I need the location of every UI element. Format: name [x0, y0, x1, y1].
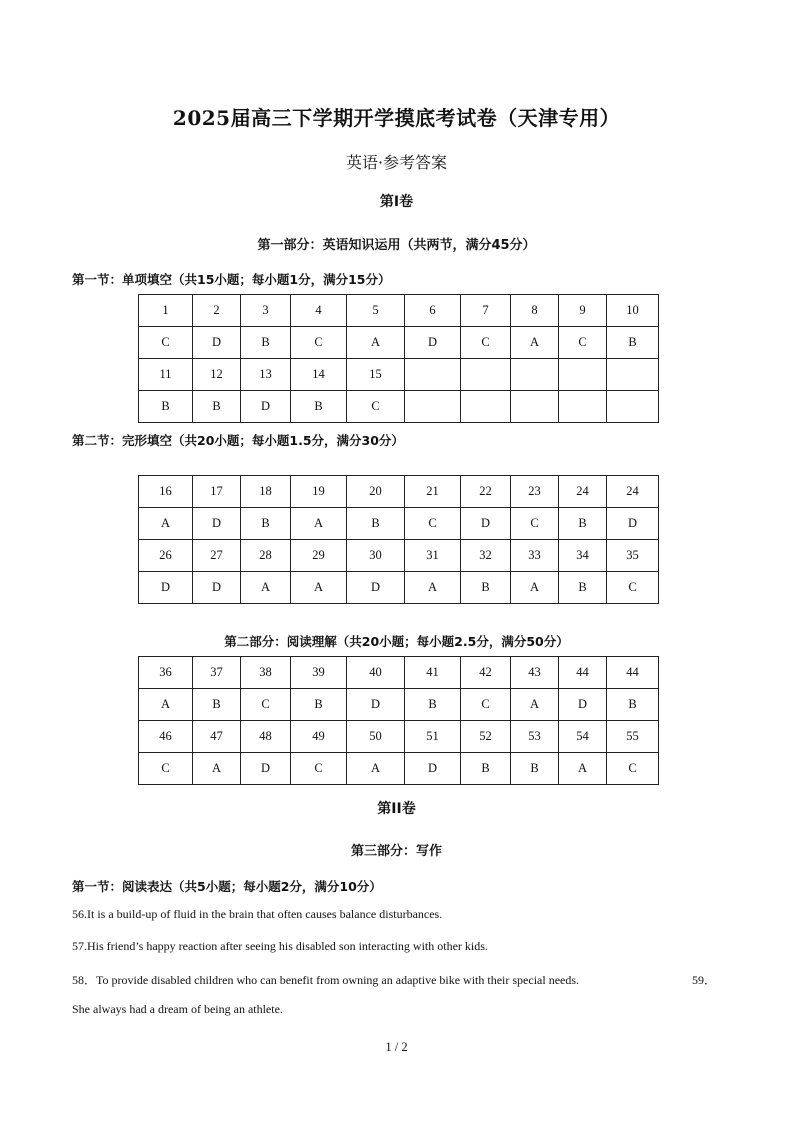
volume-2-label: 第II卷 — [377, 801, 416, 817]
answer-cell — [559, 391, 607, 423]
answer-cell: C — [607, 753, 659, 785]
question-number-row — [139, 476, 659, 508]
answer-cell: A — [559, 753, 607, 785]
answer-cell: A — [347, 327, 405, 359]
answer-cell: A — [291, 508, 347, 540]
question-number-cell: 9 — [559, 295, 607, 327]
answer-58: 58．To provide disabled children who can benefit from owning an adaptive bike with their special needs. — [72, 973, 580, 987]
answer-56: 56.It is a build-up of fluid in the brain that often causes balance disturbances. — [72, 907, 443, 921]
question-number-cell: 27 — [193, 540, 241, 572]
question-number-cell: 10 — [607, 295, 659, 327]
part-2-heading: 第二部分：阅读理解（共20小题；每小题2.5分，满分50分） — [224, 634, 569, 649]
question-number-cell: 22 — [461, 476, 511, 508]
volume-1-label: 第I卷 — [379, 194, 414, 210]
answer-cell — [607, 391, 659, 423]
question-number-cell: 17 — [193, 476, 241, 508]
answer-cell: B — [461, 753, 511, 785]
question-number-cell: 53 — [511, 721, 559, 753]
part-3-heading: 第三部分：写作 — [350, 844, 442, 859]
section-1-heading: 第一节：单项填空（共15小题；每小题1分，满分15分） — [72, 272, 391, 287]
question-number-cell: 24 — [559, 476, 607, 508]
question-number-cell: 36 — [139, 657, 193, 689]
question-number-cell: 44 — [559, 657, 607, 689]
answer-cell: D — [241, 391, 291, 423]
question-number-cell: 33 — [511, 540, 559, 572]
question-number-cell: 18 — [241, 476, 291, 508]
question-number-cell: 51 — [405, 721, 461, 753]
question-number-cell: 38 — [241, 657, 291, 689]
answer-57: 57.His friend’s happy reaction after seeing his disabled son interacting with other kids. — [72, 939, 488, 953]
answer-cell: B — [461, 572, 511, 604]
question-number-cell — [511, 359, 559, 391]
answer-cell: D — [193, 327, 241, 359]
question-number-cell: 26 — [139, 540, 193, 572]
question-number-cell: 5 — [347, 295, 405, 327]
question-number-row — [139, 359, 659, 391]
question-number-cell: 19 — [291, 476, 347, 508]
question-number-cell: 39 — [291, 657, 347, 689]
answer-cell: A — [347, 753, 405, 785]
question-number-cell: 52 — [461, 721, 511, 753]
answer-cell: D — [139, 572, 193, 604]
answer-cell: C — [607, 572, 659, 604]
question-number-cell: 48 — [241, 721, 291, 753]
answer-cell: B — [607, 689, 659, 721]
question-number-cell: 21 — [405, 476, 461, 508]
question-number-cell: 55 — [607, 721, 659, 753]
answer-cell: B — [139, 391, 193, 423]
question-number-cell: 34 — [559, 540, 607, 572]
answer-cell: B — [607, 327, 659, 359]
question-number-cell: 49 — [291, 721, 347, 753]
question-number-cell: 41 — [405, 657, 461, 689]
exam-title: 2025届高三下学期开学摸底考试卷（天津专用） — [172, 106, 621, 130]
answer-row — [139, 391, 659, 423]
section-2-heading: 第二节：完形填空（共20小题；每小题1.5分，满分30分） — [72, 433, 404, 448]
question-number-cell: 31 — [405, 540, 461, 572]
part-1-heading: 第一部分：英语知识运用（共两节，满分45分） — [257, 238, 536, 253]
answer-cell: A — [241, 572, 291, 604]
question-number-cell: 20 — [347, 476, 405, 508]
answer-cell: A — [193, 753, 241, 785]
answer-cell: A — [511, 327, 559, 359]
question-number-cell: 30 — [347, 540, 405, 572]
answer-row — [139, 508, 659, 540]
answer-cell: B — [559, 572, 607, 604]
answer-cell: B — [291, 391, 347, 423]
answer-cell: C — [405, 508, 461, 540]
answer-cell: B — [193, 391, 241, 423]
answer-key-subtitle: 英语·参考答案 — [345, 153, 448, 172]
answer-cell: B — [405, 689, 461, 721]
question-number-cell: 3 — [241, 295, 291, 327]
answer-cell: A — [405, 572, 461, 604]
answer-cell: B — [511, 753, 559, 785]
answer-cell: D — [241, 753, 291, 785]
page-number: 1 / 2 — [385, 1040, 408, 1054]
cloze-answer-table — [138, 475, 659, 604]
question-number-cell: 15 — [347, 359, 405, 391]
answer-row — [139, 753, 659, 785]
answer-cell: C — [559, 327, 607, 359]
question-number-row — [139, 540, 659, 572]
reading-answer-table — [138, 656, 659, 785]
question-number-cell: 8 — [511, 295, 559, 327]
answer-59-number: 59． — [692, 973, 717, 987]
question-number-cell: 4 — [291, 295, 347, 327]
answer-cell: D — [193, 508, 241, 540]
question-number-cell: 1 — [139, 295, 193, 327]
question-number-cell: 29 — [291, 540, 347, 572]
question-number-row — [139, 721, 659, 753]
question-number-cell: 23 — [511, 476, 559, 508]
question-number-cell: 42 — [461, 657, 511, 689]
answer-cell: C — [291, 327, 347, 359]
question-number-cell: 6 — [405, 295, 461, 327]
question-number-cell: 13 — [241, 359, 291, 391]
answer-cell: C — [347, 391, 405, 423]
question-number-cell — [461, 359, 511, 391]
question-number-cell: 16 — [139, 476, 193, 508]
question-number-row — [139, 295, 659, 327]
answer-cell: B — [347, 508, 405, 540]
answer-cell: B — [193, 689, 241, 721]
question-number-cell: 47 — [193, 721, 241, 753]
answer-cell: B — [241, 508, 291, 540]
answer-cell: C — [461, 689, 511, 721]
answer-row — [139, 689, 659, 721]
answer-cell: D — [461, 508, 511, 540]
question-number-cell: 2 — [193, 295, 241, 327]
question-number-cell: 46 — [139, 721, 193, 753]
answer-cell — [405, 391, 461, 423]
section-3-heading: 第一节：阅读表达（共5小题；每小题2分，满分10分） — [72, 879, 382, 894]
question-number-cell — [559, 359, 607, 391]
answer-cell: B — [291, 689, 347, 721]
answer-cell: A — [139, 689, 193, 721]
answer-cell: D — [193, 572, 241, 604]
question-number-cell: 12 — [193, 359, 241, 391]
question-number-cell — [405, 359, 461, 391]
question-number-cell: 40 — [347, 657, 405, 689]
answer-cell: B — [241, 327, 291, 359]
question-number-cell: 14 — [291, 359, 347, 391]
answer-cell: D — [607, 508, 659, 540]
answer-row — [139, 327, 659, 359]
answer-cell — [511, 391, 559, 423]
question-number-cell: 28 — [241, 540, 291, 572]
answer-cell: B — [559, 508, 607, 540]
answer-cell: C — [139, 327, 193, 359]
answer-cell: D — [347, 689, 405, 721]
answer-cell: A — [291, 572, 347, 604]
answer-cell: A — [139, 508, 193, 540]
answer-cell: A — [511, 572, 559, 604]
question-number-cell: 35 — [607, 540, 659, 572]
answer-cell: C — [139, 753, 193, 785]
question-number-cell: 43 — [511, 657, 559, 689]
question-number-cell: 50 — [347, 721, 405, 753]
question-number-cell — [607, 359, 659, 391]
answer-cell: C — [461, 327, 511, 359]
single-choice-answer-table — [138, 294, 659, 423]
question-number-row — [139, 657, 659, 689]
answer-row — [139, 572, 659, 604]
answer-cell: D — [405, 327, 461, 359]
question-number-cell: 7 — [461, 295, 511, 327]
answer-cell: C — [511, 508, 559, 540]
question-number-cell: 54 — [559, 721, 607, 753]
answer-cell — [461, 391, 511, 423]
answer-cell: C — [291, 753, 347, 785]
question-number-cell: 24 — [607, 476, 659, 508]
question-number-cell: 11 — [139, 359, 193, 391]
question-number-cell: 44 — [607, 657, 659, 689]
answer-59: She always had a dream of being an athlete. — [72, 1002, 283, 1016]
answer-cell: A — [511, 689, 559, 721]
question-number-cell: 37 — [193, 657, 241, 689]
answer-cell: D — [405, 753, 461, 785]
answer-cell: D — [347, 572, 405, 604]
question-number-cell: 32 — [461, 540, 511, 572]
answer-cell: C — [241, 689, 291, 721]
answer-cell: D — [559, 689, 607, 721]
